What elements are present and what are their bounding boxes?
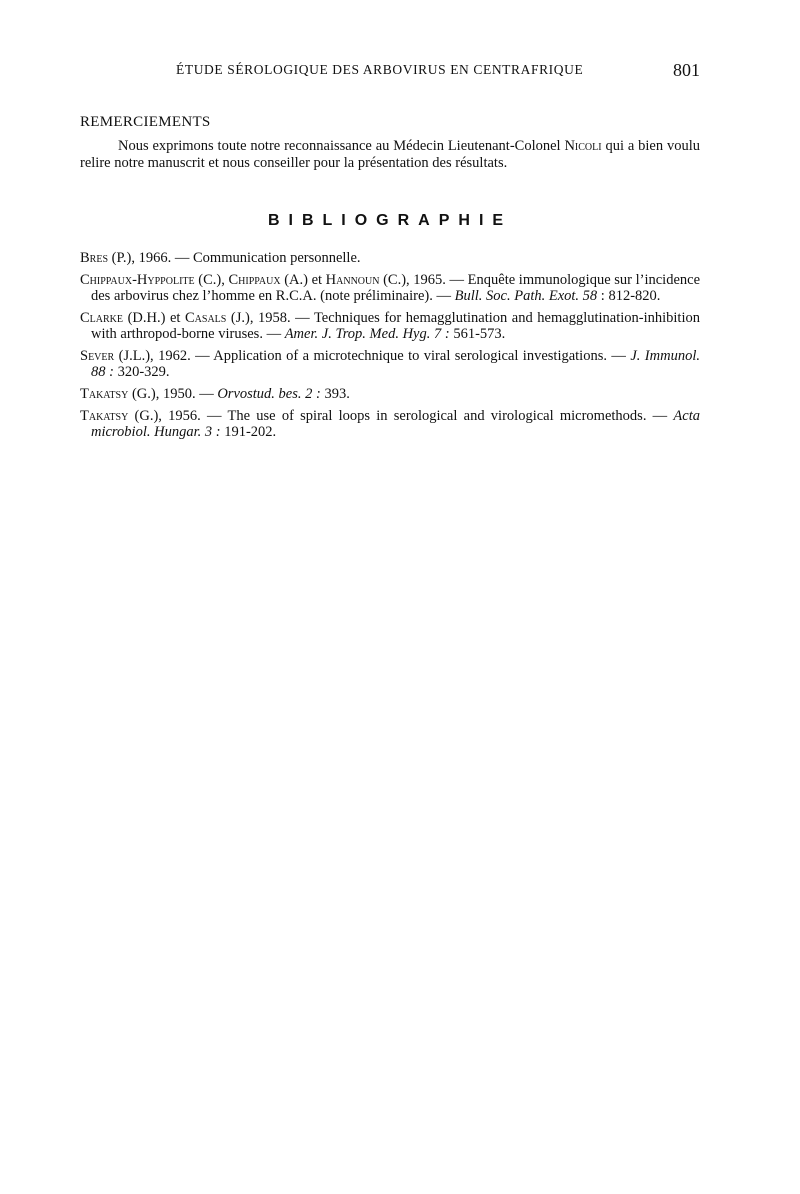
reference-author: Clarke	[80, 310, 124, 326]
ack-text-before-name: Nous exprimons toute notre reconnaissance au Médecin Lieutenant-Colonel	[118, 138, 565, 154]
reference-pages: 561-573.	[449, 326, 506, 342]
reference-journal: Acta microbiol. Hungar. 3 :	[91, 408, 700, 440]
reference-text: (C.),	[194, 272, 229, 288]
reference-list	[80, 250, 700, 446]
reference-item	[80, 272, 700, 304]
reference-author: Hannoun	[325, 272, 380, 288]
reference-pages: 191-202.	[220, 424, 277, 440]
reference-author: Sever	[80, 348, 115, 364]
reference-text: (J.L.), 1962. — Application of a microtechnique to viral serological investigations. —	[114, 348, 631, 364]
reference-text: (J.), 1958. — Techniques for hemagglutination and hemagglutination-inhibition with arthropod-borne viruses. —	[91, 310, 700, 342]
reference-author: Takatsy	[80, 408, 129, 424]
reference-pages: 393.	[320, 386, 350, 402]
running-head	[80, 60, 700, 82]
reference-text: (G.), 1956. — The use of spiral loops in serological and virological micromethods. —	[128, 408, 674, 424]
reference-journal: Orvostud. bes. 2 :	[217, 386, 321, 402]
reference-item	[80, 386, 700, 402]
bibliography-heading: BIBLIOGRAPHIE	[267, 212, 513, 229]
reference-text: (D.H.) et	[123, 310, 185, 326]
reference-item	[80, 250, 700, 266]
reference-text: (P.), 1966. — Communication personnelle.	[108, 250, 361, 266]
reference-author: Takatsy	[80, 386, 129, 402]
reference-author: Chippaux	[228, 272, 281, 288]
reference-author: Casals	[184, 310, 227, 326]
page-number: 801	[673, 60, 700, 80]
reference-pages: 320-329.	[113, 364, 170, 380]
reference-author: Bres	[80, 250, 109, 266]
reference-author: Chippaux-Hyppolite	[80, 272, 195, 288]
ack-text-after-name: qui a bien voulu relire notre manuscrit et nous conseiller pour la présentation des résultats.	[80, 138, 700, 171]
acknowledgements-paragraph	[80, 138, 700, 172]
reference-item	[80, 310, 700, 342]
reference-item	[80, 408, 700, 440]
reference-text: (G.), 1950. —	[128, 386, 218, 402]
reference-pages: : 812-820.	[597, 288, 661, 304]
ack-person-name: Nicoli	[564, 138, 602, 154]
reference-journal: Amer. J. Trop. Med. Hyg. 7 :	[284, 326, 450, 342]
reference-journal: J. Immunol. 88 :	[91, 348, 700, 380]
reference-text: (A.) et	[280, 272, 326, 288]
reference-text: (C.), 1965. — Enquête immunologique sur l’incidence des arbovirus chez l’homme en R.C.A. (note préliminaire). —	[91, 272, 701, 304]
acknowledgements-heading: REMERCIEMENTS	[80, 114, 211, 130]
reference-item	[80, 348, 700, 380]
reference-journal: Bull. Soc. Path. Exot. 58	[454, 288, 598, 304]
running-title: ÉTUDE SÉROLOGIQUE DES ARBOVIRUS EN CENTRAFRIQUE	[176, 62, 584, 77]
